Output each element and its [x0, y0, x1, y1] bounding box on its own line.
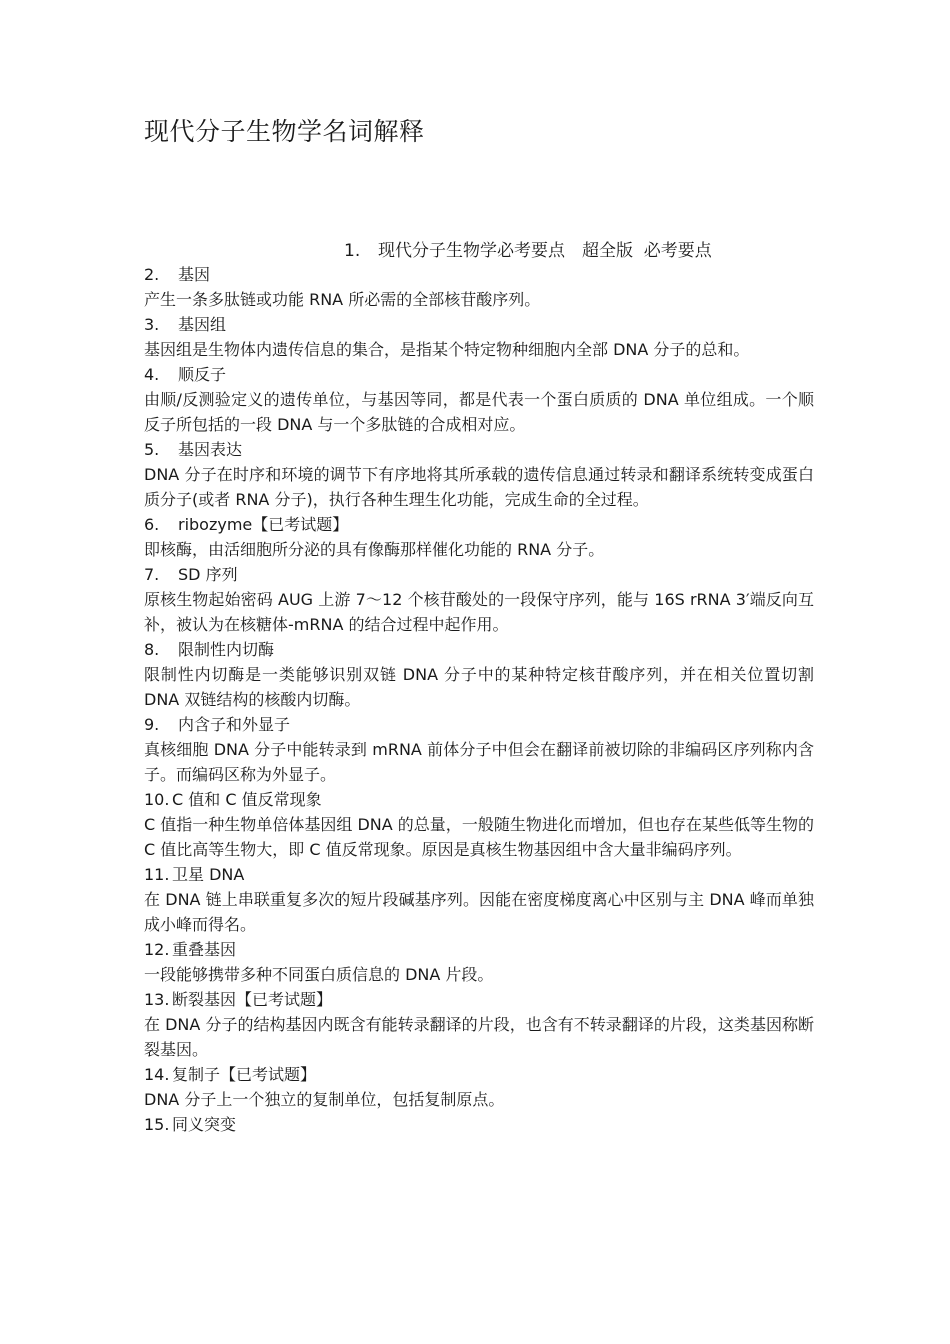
glossary-term	[144, 437, 814, 462]
term-number: 8.	[144, 640, 160, 659]
term-definition: 在 DNA 分子的结构基因内既含有能转录翻译的片段，也含有不转录翻译的片段，这类基因称断裂基因。	[144, 1015, 814, 1059]
term-number: 11.	[144, 865, 170, 884]
term-definition: 基因组是生物体内遗传信息的集合，是指某个特定物种细胞内全部 DNA 分子的总和。	[144, 340, 750, 359]
glossary-term	[144, 787, 814, 812]
term-label: 基因组	[178, 315, 227, 334]
glossary-term	[144, 937, 814, 962]
term-number: 12.	[144, 940, 170, 959]
term-number: 13.	[144, 990, 170, 1009]
term-label: 断裂基因【已考试题】	[172, 990, 333, 1009]
term-number: 7.	[144, 565, 160, 584]
term-definition: DNA 分子在时序和环境的调节下有序地将其所承载的遗传信息通过转录和翻译系统转变成蛋白质分子(或者 RNA 分子)，执行各种生理生化功能，完成生命的全过程。	[144, 465, 814, 509]
subtitle-number: 1.	[344, 241, 361, 261]
term-definition: 限制性内切酶是一类能够识别双链 DNA 分子中的某种特定核苷酸序列，并在相关位置切割 DNA 双链结构的核酸内切酶。	[144, 665, 814, 709]
term-number: 5.	[144, 440, 160, 459]
term-number: 10.	[144, 790, 170, 809]
glossary-term	[144, 362, 814, 387]
subtitle-text: 现代分子生物学必考要点 超全版 必考要点	[378, 241, 712, 261]
term-label: 基因表达	[178, 440, 243, 459]
page-title: 现代分子生物学名词解释	[144, 117, 425, 146]
term-number: 4.	[144, 365, 160, 384]
term-definition: 一段能够携带多种不同蛋白质信息的 DNA 片段。	[144, 965, 494, 984]
glossary-term	[144, 262, 814, 287]
term-label: 基因	[178, 265, 211, 284]
glossary-list	[144, 262, 814, 1137]
term-definition: 产生一条多肽链或功能 RNA 所必需的全部核苷酸序列。	[144, 290, 541, 309]
term-label: 复制子【已考试题】	[172, 1065, 317, 1084]
glossary-term	[144, 312, 814, 337]
term-definition: 原核生物起始密码 AUG 上游 7～12 个核苷酸处的一段保守序列，能与 16S rRNA 3′端反向互补，被认为在核糖体-mRNA 的结合过程中起作用。	[144, 590, 814, 634]
term-definition: 真核细胞 DNA 分子中能转录到 mRNA 前体分子中但会在翻译前被切除的非编码区序列称内含子。而编码区称为外显子。	[144, 740, 814, 784]
term-definition: 由顺/反测验定义的遗传单位，与基因等同，都是代表一个蛋白质质的 DNA 单位组成。一个顺反子所包括的一段 DNA 与一个多肽链的合成相对应。	[144, 390, 814, 434]
term-label: SD 序列	[178, 565, 238, 584]
document-subtitle	[344, 238, 712, 264]
term-label: C 值和 C 值反常现象	[172, 790, 322, 809]
term-number: 15.	[144, 1115, 170, 1134]
glossary-term	[144, 712, 814, 737]
term-definition: DNA 分子上一个独立的复制单位，包括复制原点。	[144, 1090, 505, 1109]
term-number: 9.	[144, 715, 160, 734]
term-label: 限制性内切酶	[178, 640, 275, 659]
term-number: 14.	[144, 1065, 170, 1084]
term-definition: 即核酶，由活细胞所分泌的具有像酶那样催化功能的 RNA 分子。	[144, 540, 605, 559]
glossary-term	[144, 637, 814, 662]
glossary-term	[144, 1062, 814, 1087]
term-definition: C 值指一种生物单倍体基因组 DNA 的总量，一般随生物进化而增加，但也存在某些低等生物的 C 值比高等生物大，即 C 值反常现象。原因是真核生物基因组中含大量非编码序列。	[144, 815, 814, 859]
term-label: ribozyme【已考试题】	[178, 515, 349, 534]
glossary-term	[144, 862, 814, 887]
term-label: 同义突变	[172, 1115, 237, 1134]
glossary-term	[144, 1112, 814, 1137]
term-label: 重叠基因	[172, 940, 237, 959]
term-number: 6.	[144, 515, 160, 534]
glossary-term	[144, 512, 814, 537]
term-label: 顺反子	[178, 365, 227, 384]
glossary-term	[144, 562, 814, 587]
term-definition: 在 DNA 链上串联重复多次的短片段碱基序列。因能在密度梯度离心中区别与主 DNA 峰而单独成小峰而得名。	[144, 890, 814, 934]
term-number: 2.	[144, 265, 160, 284]
term-label: 卫星 DNA	[172, 865, 245, 884]
term-number: 3.	[144, 315, 160, 334]
glossary-term	[144, 987, 814, 1012]
term-label: 内含子和外显子	[178, 715, 291, 734]
